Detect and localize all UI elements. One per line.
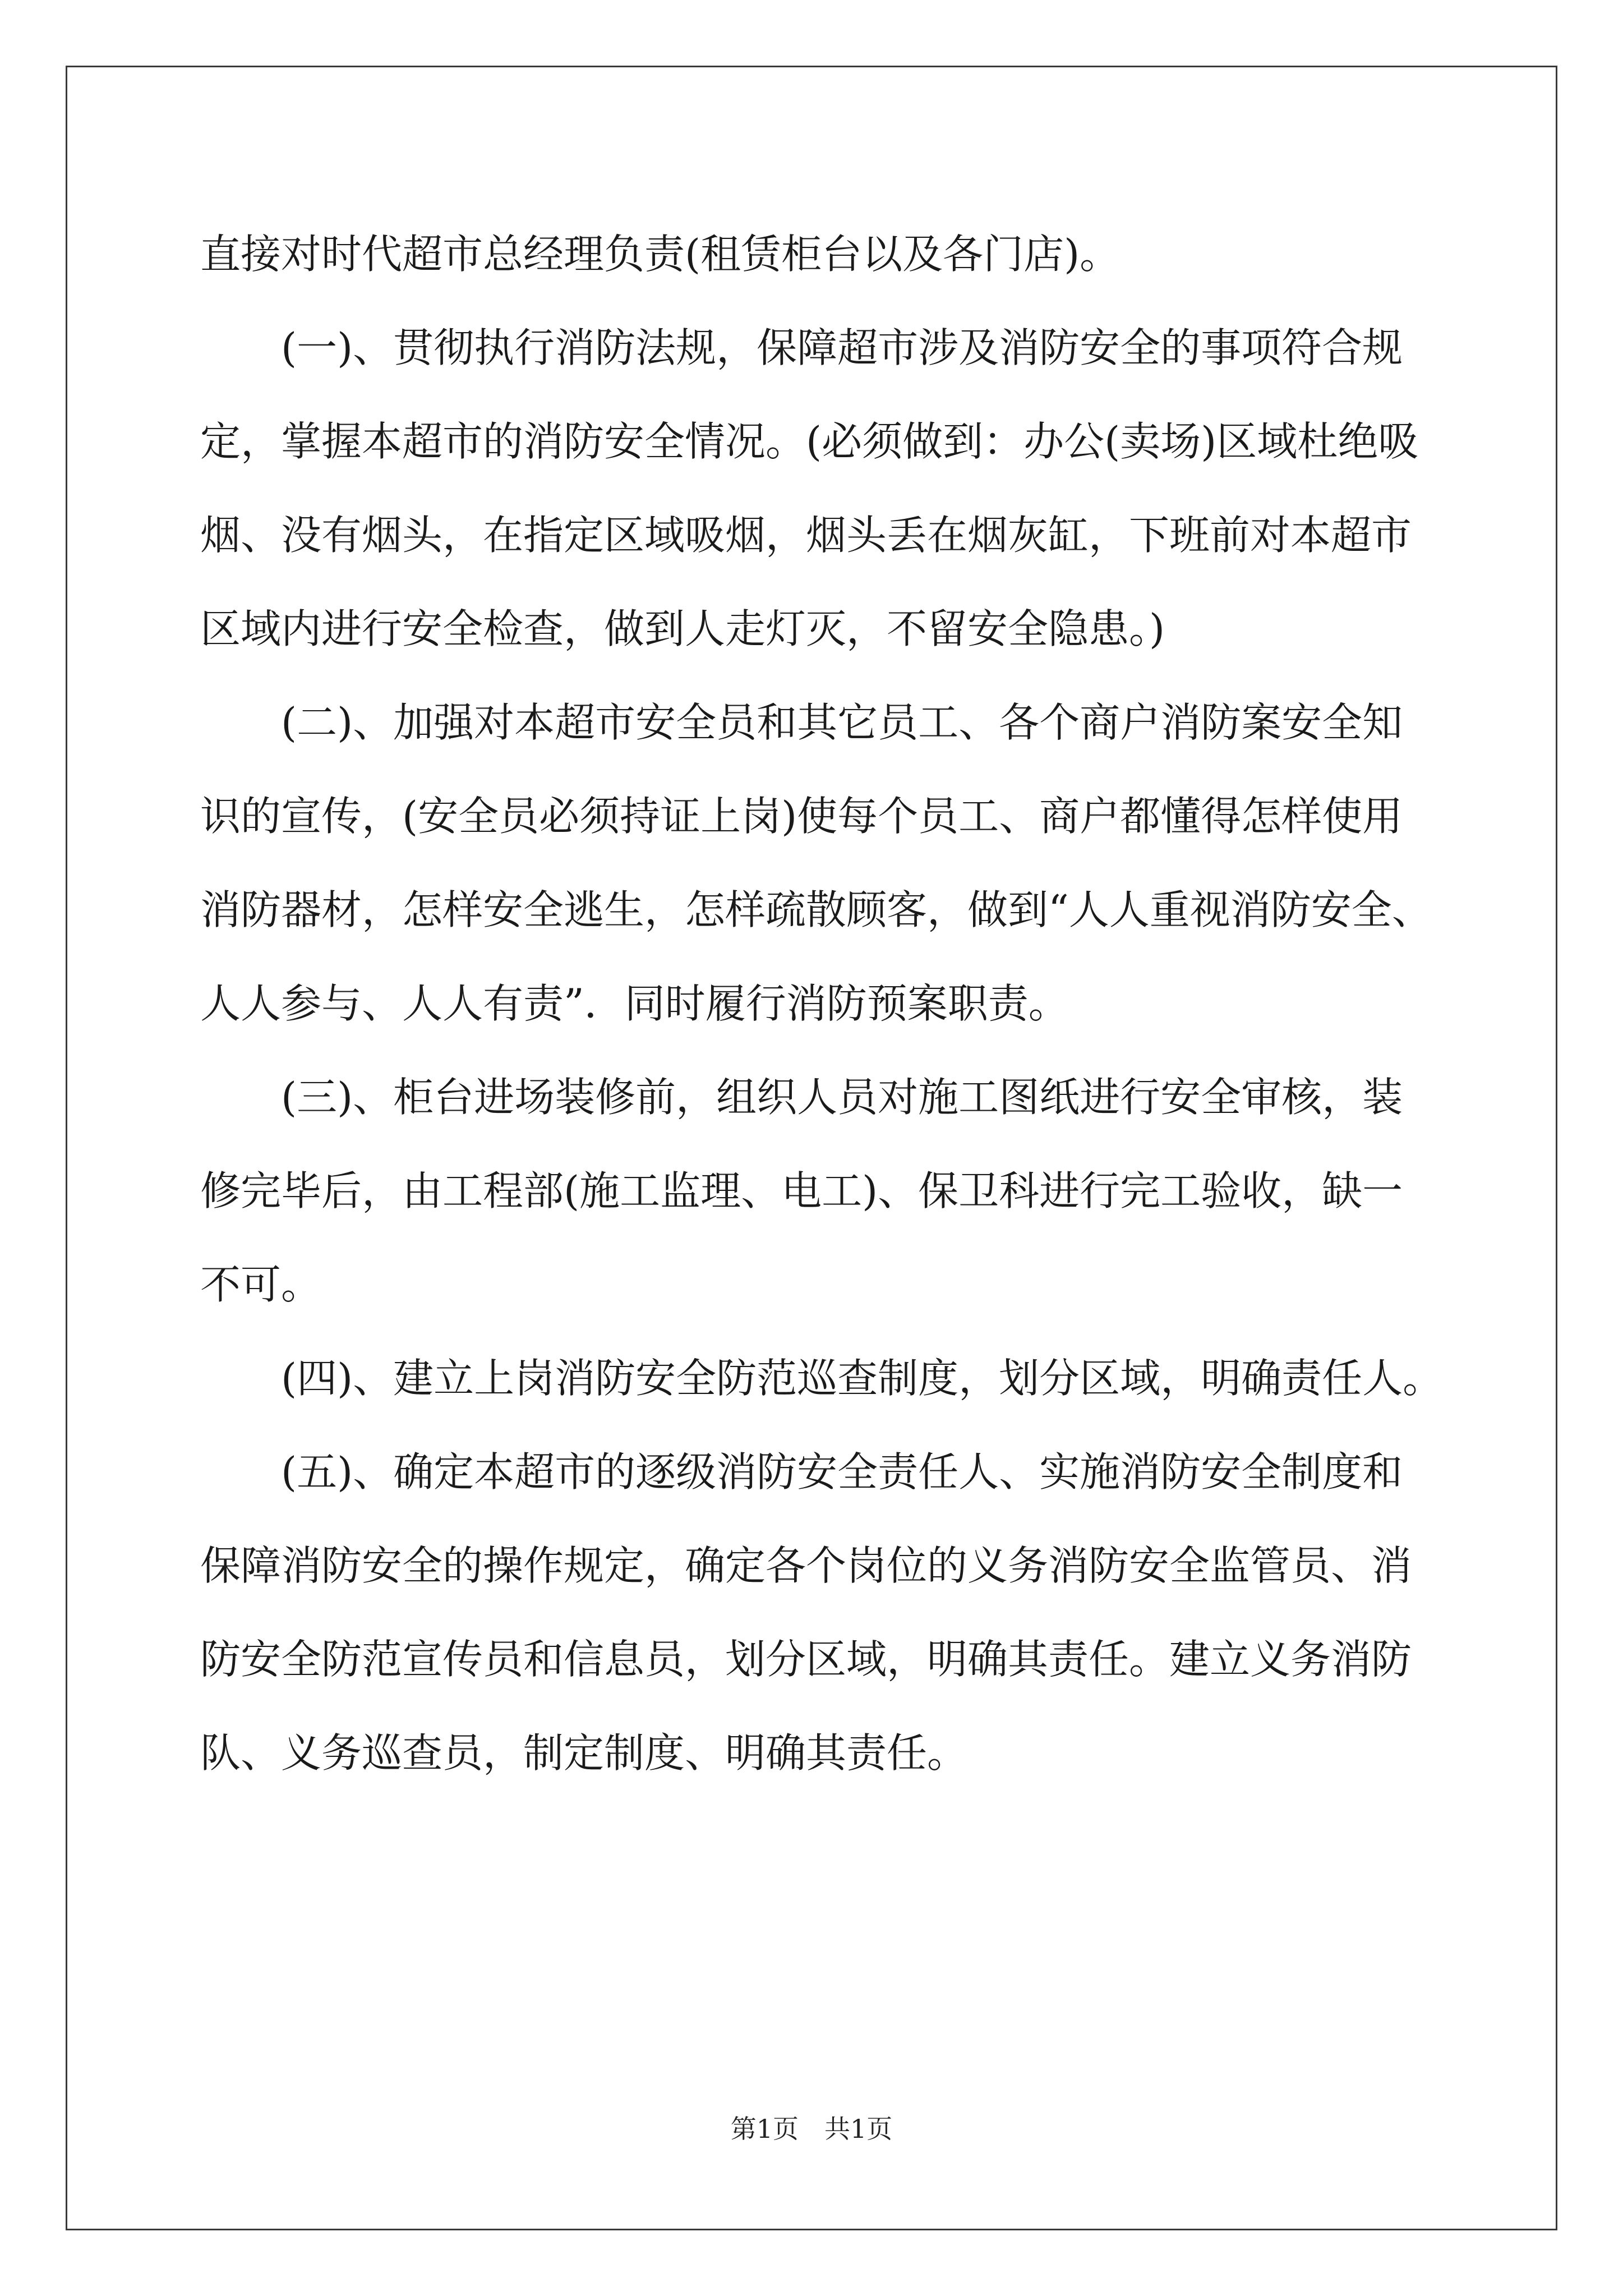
text-line: 修完毕后，由工程部(施工监理、电工)、保卫科进行完工验收，缺一 bbox=[200, 1167, 1403, 1214]
text-line: (五)、确定本超市的逐级消防安全责任人、实施消防安全制度和 bbox=[200, 1448, 1403, 1496]
text-line: 定，掌握本超市的消防安全情况。(必须做到：办公(卖场)区域杜绝吸 bbox=[200, 418, 1419, 465]
text-line: (一)、贯彻执行消防法规，保障超市涉及消防安全的事项符合规 bbox=[200, 324, 1403, 371]
text-line: 保障消防安全的操作规定，确定各个岗位的义务消防安全监管员、消 bbox=[200, 1542, 1412, 1589]
text-line: 消防器材，怎样安全逃生，怎样疏散顾客，做到“人人重视消防安全、 bbox=[200, 886, 1432, 933]
text-line: (四)、建立上岗消防安全防范巡查制度，划分区域，明确责任人。 bbox=[200, 1355, 1444, 1402]
text-line: 防安全防范宣传员和信息员，划分区域，明确其责任。建立义务消防 bbox=[200, 1636, 1412, 1683]
text-line: (二)、加强对本超市安全员和其它员工、各个商户消防案安全知 bbox=[200, 699, 1403, 746]
document-body bbox=[200, 208, 1444, 1800]
text-line: 烟、没有烟头，在指定区域吸烟，烟头丢在烟灰缸，下班前对本超市 bbox=[200, 512, 1412, 559]
page-number-footer: 第1页 共1页 bbox=[730, 2114, 893, 2144]
text-line: 队、义务巡查员，制定制度、明确其责任。 bbox=[200, 1729, 968, 1777]
text-line: 不可。 bbox=[200, 1261, 322, 1308]
text-line: 区域内进行安全检查，做到人走灯灭，不留安全隐患。) bbox=[200, 605, 1165, 652]
text-line: 直接对时代超市总经理负责(租赁柜台以及各门店)。 bbox=[200, 231, 1121, 278]
text-line: 识的宣传，(安全员必须持证上岗)使每个员工、商户都懂得怎样使用 bbox=[200, 793, 1403, 840]
text-line: 人人参与、人人有责”．同时履行消防预案职责。 bbox=[200, 980, 1069, 1027]
text-line: (三)、柜台进场装修前，组织人员对施工图纸进行安全审核，装 bbox=[200, 1074, 1403, 1121]
